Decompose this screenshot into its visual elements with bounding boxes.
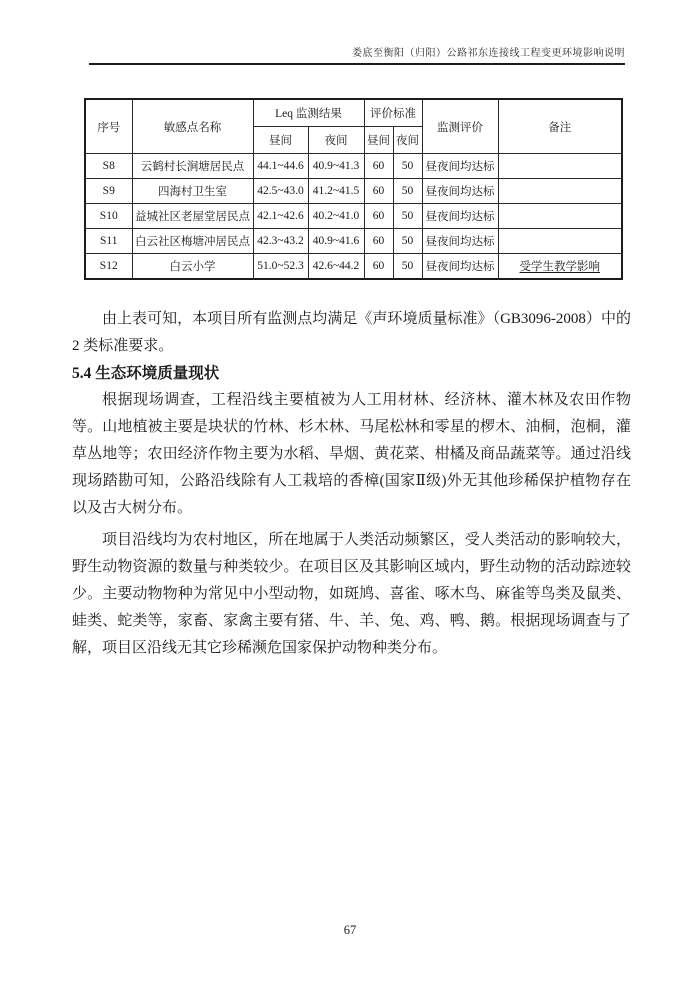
col-header-name: 敏感点名称 (132, 99, 253, 154)
cell-std-day: 60 (364, 204, 393, 229)
cell-day: 42.3~43.2 (253, 229, 308, 254)
cell-std-day: 60 (364, 229, 393, 254)
col-header-std-day: 昼间 (364, 127, 393, 154)
cell-std-night: 50 (393, 154, 422, 179)
cell-day: 51.0~52.3 (253, 254, 308, 280)
table-row (85, 179, 622, 204)
cell-eval: 昼夜间均达标 (422, 229, 498, 254)
cell-note (498, 204, 622, 229)
col-header-std-night: 夜间 (393, 127, 422, 154)
paragraph-conclusion: 由上表可知，本项目所有监测点均满足《声环境质量标准》（GB3096-2008）中的 2 类标准要求。 (72, 311, 631, 354)
cell-name: 云鹤村长涧塘居民点 (132, 154, 253, 179)
cell-note (498, 154, 622, 179)
cell-std-day: 60 (364, 154, 393, 179)
col-header-standard: 评价标准 (364, 99, 422, 127)
cell-std-night: 50 (393, 254, 422, 280)
running-header (89, 44, 625, 65)
col-header-leq: Leq 监测结果 (253, 99, 364, 127)
cell-id: S9 (85, 179, 132, 204)
noise-monitoring-table (84, 98, 623, 280)
cell-night: 40.9~41.3 (308, 154, 364, 179)
cell-std-day: 60 (364, 179, 393, 204)
cell-std-night: 50 (393, 179, 422, 204)
cell-night: 40.9~41.6 (308, 229, 364, 254)
table-row (85, 204, 622, 229)
cell-id: S12 (85, 254, 132, 280)
col-header-leq-night: 夜间 (308, 127, 364, 154)
cell-note (498, 229, 622, 254)
col-header-note: 备注 (498, 99, 622, 154)
cell-day: 44.1~44.6 (253, 154, 308, 179)
cell-day: 42.1~42.6 (253, 204, 308, 229)
table-row (85, 229, 622, 254)
cell-night: 42.6~44.2 (308, 254, 364, 280)
cell-eval: 昼夜间均达标 (422, 204, 498, 229)
cell-night: 40.2~41.0 (308, 204, 364, 229)
cell-id: S10 (85, 204, 132, 229)
header-title: 娄底至衡阳（归阳）公路祁东连接线工程变更环境影响说明 (352, 48, 625, 59)
cell-id: S8 (85, 154, 132, 179)
table-row (85, 154, 622, 179)
paragraph-wildlife: 项目沿线均为农村地区，所在地属于人类活动频繁区，受人类活动的影响较大，野生动物资源的数量与种类较少。在项目区及其影响区域内，野生动物的活动踪迹较少。主要动物物种为常见中小型动物，如斑鸠、喜雀、啄木鸟、麻雀等鸟类及鼠类、蛙类、蛇类等，家畜、家禽主要有猪、牛、羊、兔、鸡、鸭、鹅。根据现场调查与了解，项目区沿线无其它珍稀濒危国家保护动物种类分布。 (72, 532, 631, 656)
cell-name: 益城社区老屋堂居民点 (132, 204, 253, 229)
paragraph-vegetation: 根据现场调查，工程沿线主要植被为人工用材林、经济林、灌木林及农田作物等。山地植被主要是块状的竹林、杉木林、马尾松林和零星的椤木、油桐，泡桐，灌草丛地等；农田经济作物主要为水稻、旱烟、黄花菜、柑橘及商品蔬菜等。通过沿线现场踏勘可知，公路沿线除有人工栽培的香樟(国家Ⅱ级)外无其他珍稀保护植物存在以及古大树分布。 (72, 392, 631, 516)
col-header-leq-day: 昼间 (253, 127, 308, 154)
cell-std-night: 50 (393, 229, 422, 254)
table-header-row-1 (85, 99, 622, 127)
cell-night: 41.2~41.5 (308, 179, 364, 204)
cell-note (498, 179, 622, 204)
cell-std-night: 50 (393, 204, 422, 229)
col-header-index: 序号 (85, 99, 132, 154)
cell-note (498, 254, 622, 280)
cell-id: S11 (85, 229, 132, 254)
cell-eval: 昼夜间均达标 (422, 179, 498, 204)
cell-name: 白云社区梅塘冲居民点 (132, 229, 253, 254)
cell-name: 四海村卫生室 (132, 179, 253, 204)
col-header-eval: 监测评价 (422, 99, 498, 154)
note-text: 受学生教学影响 (519, 261, 601, 273)
cell-eval: 昼夜间均达标 (422, 254, 498, 280)
page-number: 67 (343, 923, 357, 937)
table-row (85, 254, 622, 280)
cell-day: 42.5~43.0 (253, 179, 308, 204)
cell-eval: 昼夜间均达标 (422, 154, 498, 179)
cell-std-day: 60 (364, 254, 393, 280)
section-heading-5-4: 5.4 生态环境质量现状 (72, 365, 220, 382)
cell-name: 白云小学 (132, 254, 253, 280)
